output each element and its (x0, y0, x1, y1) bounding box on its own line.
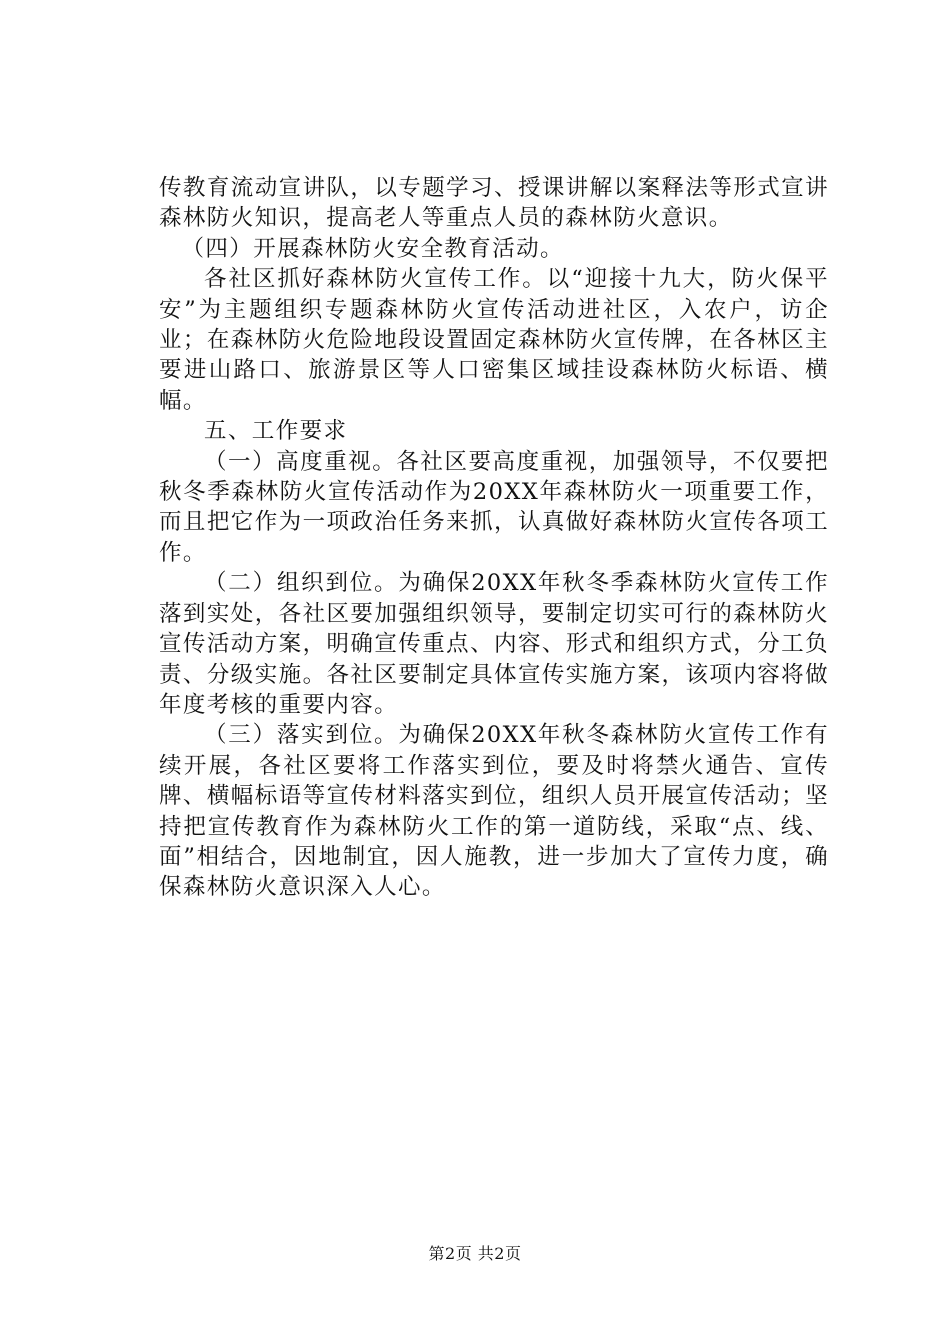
paragraph-community-promotion: 各社区抓好森林防火宣传工作。以“迎接十九大，防火保平安”为主题组织专题森林防火宣传活动进社区，入农户，访企业；在森林防火危险地段设置固定森林防火宣传牌，在各林区主要进山路口、旅游景区等人口密集区域挂设森林防火标语、横幅。 (159, 266, 829, 414)
paragraph-requirement-2: （二）组织到位。为确保20XX年秋冬季森林防火宣传工作落到实处，各社区要加强组织领导，要制定切实可行的森林防火宣传活动方案，明确宣传重点、内容、形式和组织方式，分工负责、分级实施。各社区要制定具体宣传实施方案，该项内容将做年度考核的重要内容。 (159, 570, 829, 718)
page-footer: 第2页 共2页 (428, 1244, 522, 1263)
section-heading-4: （四）开展森林防火安全教育活动。 (181, 235, 564, 262)
paragraph-requirement-3: （三）落实到位。为确保20XX年秋冬森林防火宣传工作有续开展，各社区要将工作落实到位，要及时将禁火通告、宣传牌、横幅标语等宣传材料落实到位，组织人员开展宣传活动；坚持把宣传教育作为森林防火工作的第一道防线，采取“点、线、面”相结合，因地制宜，因人施教，进一步加大了宣传力度，确保森林防火意识深入人心。 (159, 722, 829, 901)
section-heading-work-requirements: 五、工作要求 (204, 418, 348, 445)
paragraph-continuation: 传教育流动宣讲队，以专题学习、授课讲解以案释法等形式宣讲森林防火知识，提高老人等重点人员的森林防火意识。 (159, 175, 829, 232)
document-body (159, 173, 829, 903)
paragraph-requirement-1: （一）高度重视。各社区要高度重视，加强领导，不仅要把秋冬季森林防火宣传活动作为20XX年森林防火一项重要工作，而且把它作为一项政治任务来抓，认真做好森林防火宣传各项工作。 (159, 448, 829, 566)
